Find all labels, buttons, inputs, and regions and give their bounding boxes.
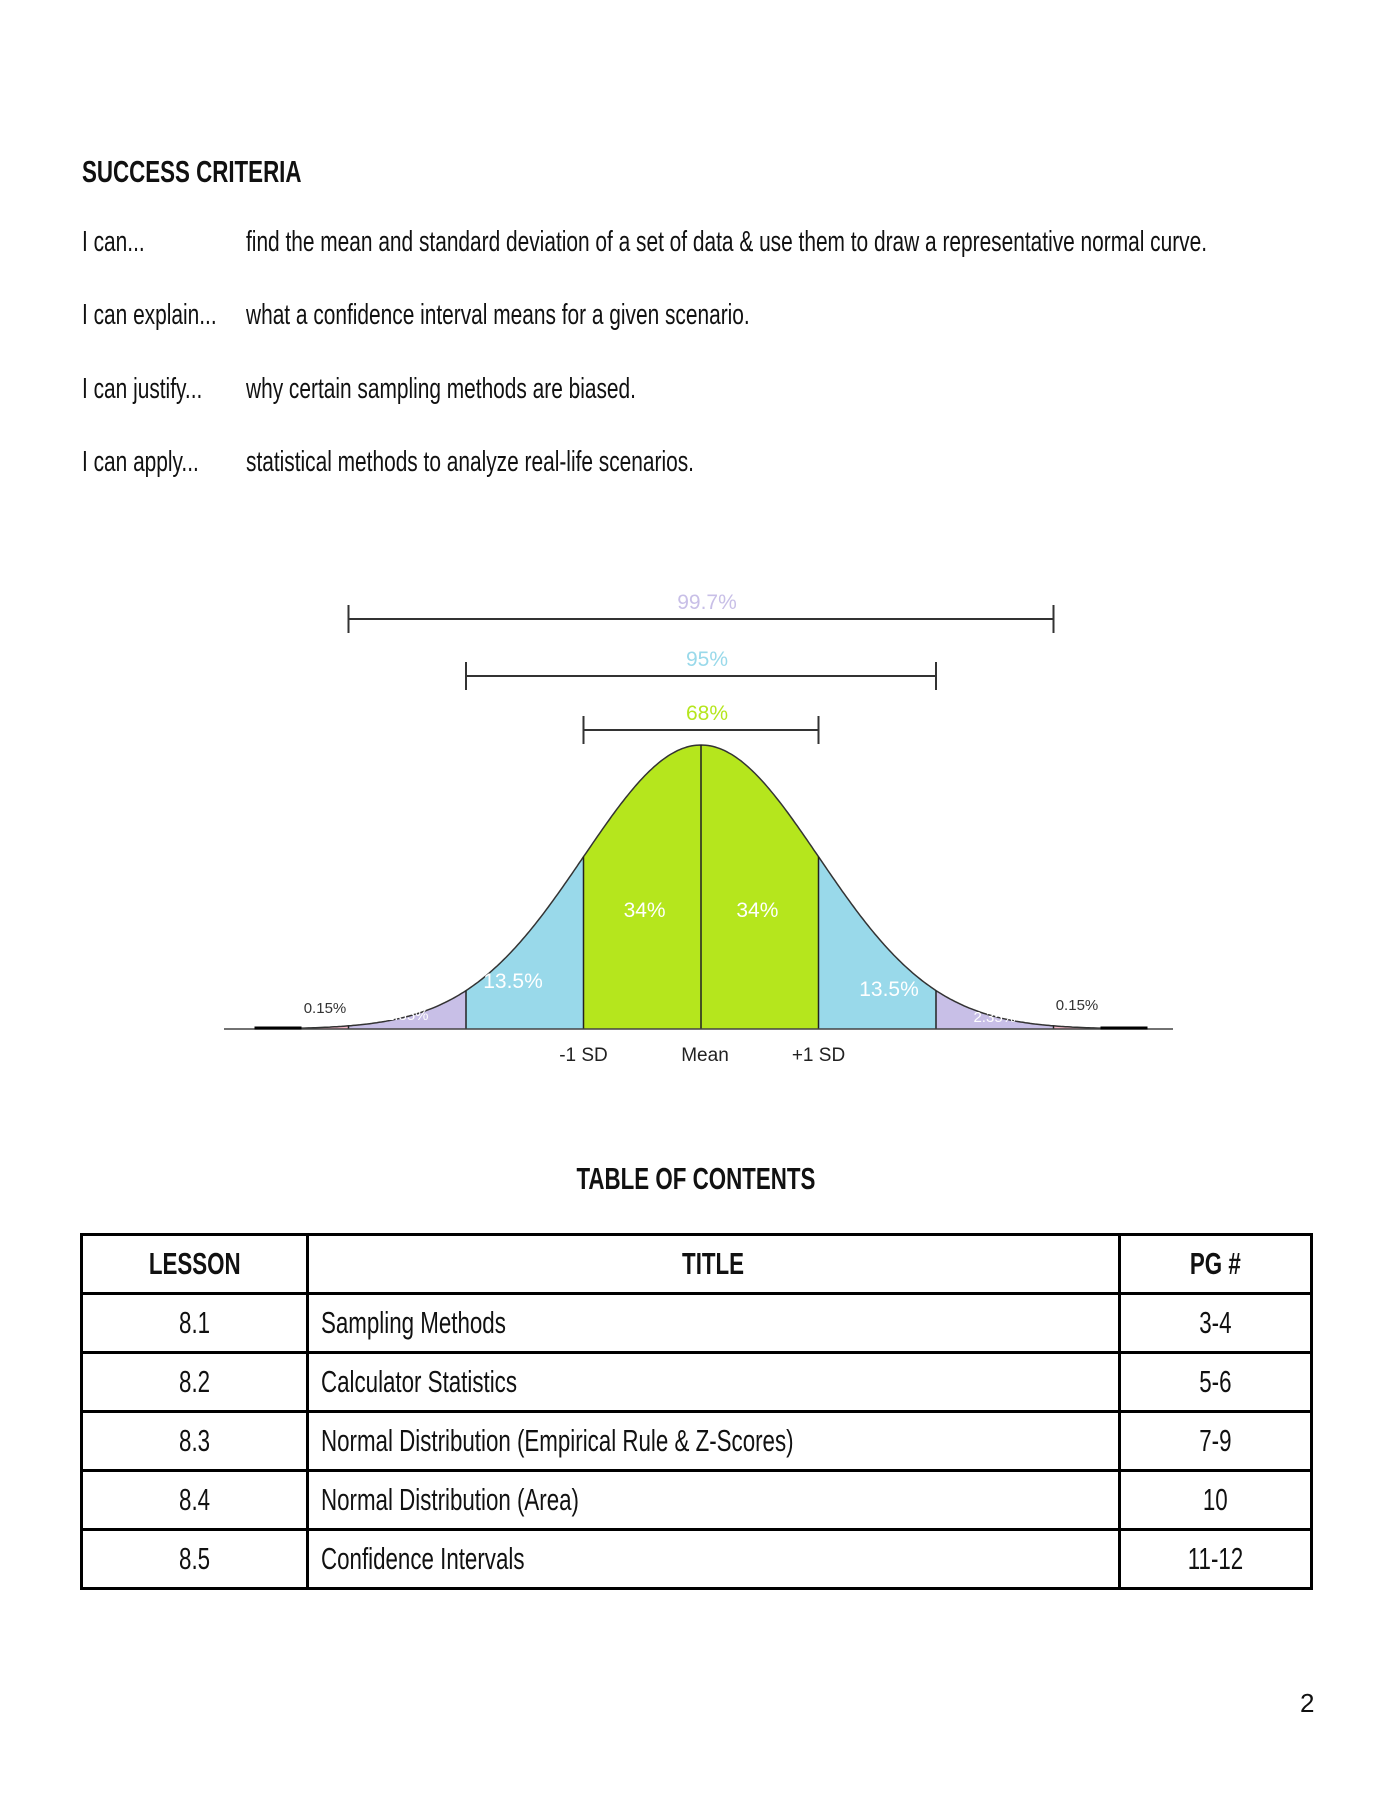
region-label: 34% [623, 899, 666, 922]
region-label: 13.5% [483, 970, 543, 993]
header-title: TITLE [308, 1235, 1120, 1294]
success-criteria-heading [82, 154, 387, 190]
region-label: 13.5% [859, 978, 919, 1001]
page-cell: 11-12 [1120, 1530, 1312, 1589]
region-label: 34% [736, 899, 779, 922]
toc-table [80, 1233, 1313, 1590]
page-cell: 5-6 [1120, 1353, 1312, 1412]
region-3 [584, 745, 702, 1029]
criteria-text: what a confidence interval means for a given scenario. [246, 299, 750, 331]
header-page: PG # [1120, 1235, 1312, 1294]
table-row [82, 1353, 1312, 1412]
criteria-lead: I can apply... [82, 446, 199, 478]
x-tick-label: +1 SD [791, 1045, 846, 1066]
criteria-text: find the mean and standard deviation of a set of data & use them to draw a representative normal curve. [246, 226, 1208, 258]
toc-header-row [82, 1235, 1312, 1294]
criteria-text: statistical methods to analyze real-life scenarios. [246, 446, 694, 478]
region-label: 0.15% [1055, 997, 1099, 1014]
toc-title [0, 1161, 1391, 1197]
page-cell: 10 [1120, 1471, 1312, 1530]
lesson-cell: 8.2 [82, 1353, 308, 1412]
region-label: 2.35% [385, 1007, 429, 1024]
interval-label: 68% [685, 702, 729, 725]
x-tick-label: -1 SD [559, 1045, 608, 1066]
title-cell: Sampling Methods [308, 1294, 1120, 1353]
lesson-cell: 8.3 [82, 1412, 308, 1471]
title-cell: Normal Distribution (Empirical Rule & Z-Scores) [308, 1412, 1120, 1471]
toc-title-text: TABLE OF CONTENTS [576, 1161, 815, 1196]
table-row [82, 1412, 1312, 1471]
table-row [82, 1294, 1312, 1353]
table-row [82, 1471, 1312, 1530]
page-number: 2 [1300, 1688, 1315, 1718]
criteria-item [82, 226, 1332, 266]
heading-text: SUCCESS CRITERIA [82, 154, 302, 189]
criteria-item [82, 373, 1332, 413]
criteria-lead: I can explain... [82, 299, 217, 331]
region-label: 2.35% [973, 1009, 1017, 1026]
title-cell: Normal Distribution (Area) [308, 1471, 1120, 1530]
criteria-lead: I can justify... [82, 373, 203, 405]
title-cell: Confidence Intervals [308, 1530, 1120, 1589]
lesson-cell: 8.1 [82, 1294, 308, 1353]
lesson-cell: 8.5 [82, 1530, 308, 1589]
interval-label: 99.7% [677, 591, 737, 614]
region-4 [701, 745, 819, 1029]
normal-distribution-chart [0, 560, 1391, 1100]
table-row [82, 1530, 1312, 1589]
page-cell: 3-4 [1120, 1294, 1312, 1353]
x-tick-label: Mean [681, 1045, 729, 1066]
lesson-cell: 8.4 [82, 1471, 308, 1530]
interval-label: 95% [685, 648, 729, 671]
criteria-lead: I can... [82, 226, 145, 258]
region-label: 0.15% [303, 1000, 347, 1017]
criteria-item [82, 299, 1332, 339]
title-cell: Calculator Statistics [308, 1353, 1120, 1412]
header-lesson: LESSON [82, 1235, 308, 1294]
criteria-text: why certain sampling methods are biased. [246, 373, 636, 405]
page-cell: 7-9 [1120, 1412, 1312, 1471]
criteria-item [82, 446, 1332, 486]
